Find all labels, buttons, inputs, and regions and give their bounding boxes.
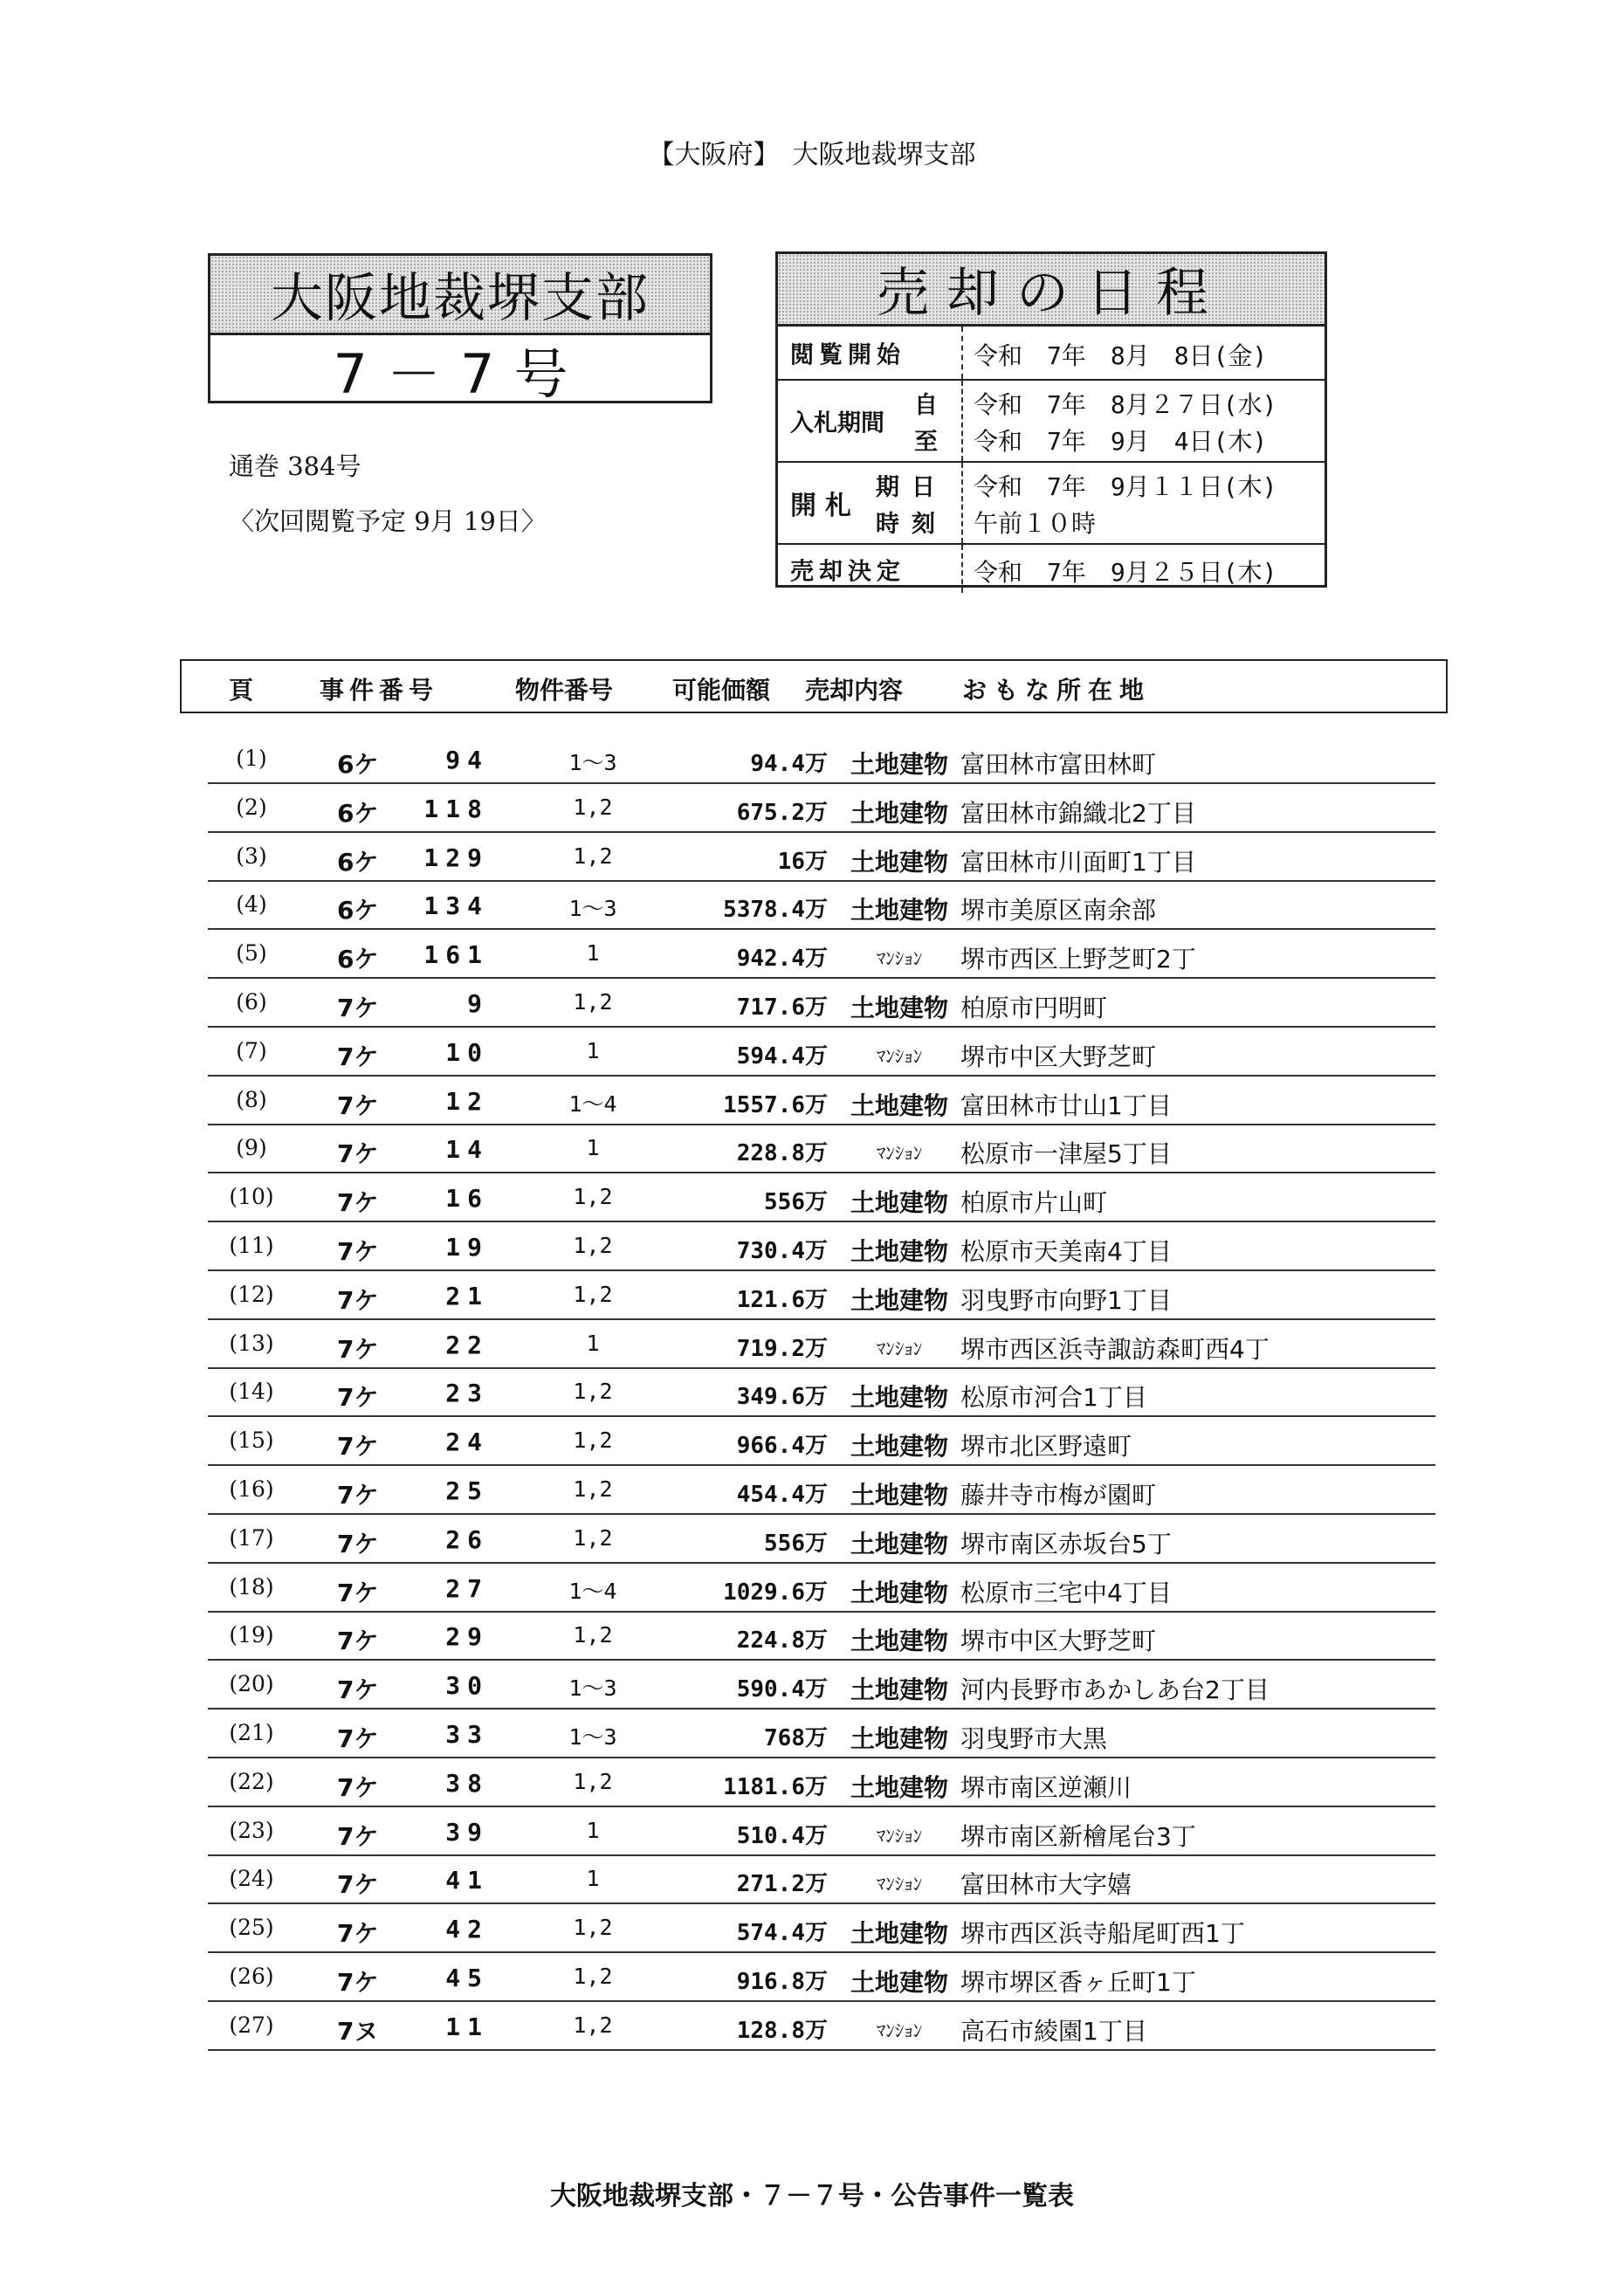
row-case-number: 118 — [423, 795, 489, 823]
row-item-number: 1,2 — [573, 2012, 613, 2038]
row-page: (23) — [229, 1818, 274, 1843]
table-row — [208, 1077, 1435, 1125]
row-page: (20) — [229, 1671, 274, 1696]
row-case-number: 21 — [445, 1282, 489, 1311]
row-location: 堺市堺区香ヶ丘町1丁 — [960, 1968, 1196, 1997]
list-header — [180, 659, 1448, 713]
row-location: 堺市南区赤坂台5丁 — [960, 1530, 1172, 1558]
row-location: 松原市天美南4丁目 — [960, 1237, 1172, 1266]
row-price: 16万 — [777, 849, 828, 875]
row-price: 1029.6万 — [723, 1579, 828, 1606]
table-row — [208, 2002, 1435, 2051]
row-case-number: 134 — [423, 891, 489, 920]
row-case-number: 39 — [445, 1818, 489, 1847]
table-row — [208, 1368, 1435, 1417]
row-case-number: 11 — [445, 2012, 489, 2041]
row-sale-type: 土地建物 — [850, 1724, 948, 1753]
row-page: (12) — [229, 1282, 274, 1307]
row-case-type: 7ヌ — [337, 2017, 379, 2046]
row-sale-type: ﾏﾝｼｮﾝ — [876, 1874, 923, 1895]
row-item-number: 1,2 — [573, 1769, 613, 1794]
row-case-type: 7ケ — [337, 1286, 379, 1315]
row-case-type: 7ケ — [337, 1627, 379, 1655]
row-case-type: 7ケ — [337, 1675, 379, 1704]
row-page: (21) — [229, 1720, 274, 1745]
row-item-number: 1,2 — [573, 989, 613, 1015]
row-case-number: 14 — [445, 1135, 489, 1164]
row-sale-type: 土地建物 — [850, 1627, 948, 1655]
table-row — [208, 1222, 1435, 1271]
row-price: 942.4万 — [736, 946, 828, 972]
header-type: 売却内容 — [805, 676, 904, 705]
row-sale-type: ﾏﾝｼｮﾝ — [876, 1826, 923, 1847]
viewing-start-value: 令和 7年 8月 8日(金) — [974, 341, 1268, 370]
bid-from-value: 令和 7年 8月２７日(水) — [974, 390, 1277, 419]
row-sale-type: 土地建物 — [850, 799, 948, 828]
header-page: 頁 — [229, 676, 254, 705]
row-price: 224.8万 — [736, 1627, 828, 1654]
row-case-type: 7ケ — [337, 1968, 379, 1997]
row-item-number: 1 — [586, 1038, 600, 1063]
row-case-number: 33 — [445, 1720, 489, 1749]
row-item-number: 1,2 — [573, 1964, 613, 1989]
row-item-number: 1,2 — [573, 1915, 613, 1940]
row-location: 柏原市片山町 — [960, 1188, 1108, 1217]
table-row — [208, 1417, 1435, 1466]
row-location: 堺市美原区南余部 — [960, 896, 1157, 925]
opening-label: 開札 — [790, 491, 860, 521]
row-case-type: 7ケ — [337, 1822, 379, 1851]
row-location: 堺市北区野遠町 — [960, 1432, 1132, 1461]
row-page: (14) — [229, 1379, 274, 1404]
schedule-box — [775, 251, 1327, 588]
row-case-number: 161 — [423, 940, 489, 969]
row-sale-type: 土地建物 — [850, 1919, 948, 1948]
decision-label: 売却決定 — [790, 558, 905, 585]
row-price: 510.4万 — [736, 1823, 828, 1849]
row-case-number: 41 — [445, 1866, 489, 1895]
row-price: 916.8万 — [736, 1969, 828, 1995]
row-item-number: 1～3 — [568, 1675, 617, 1701]
opening-time-label: 時刻 — [876, 511, 947, 538]
row-item-number: 1～3 — [568, 750, 617, 775]
row-page: (7) — [236, 1038, 267, 1063]
row-location: 堺市西区浜寺諏訪森町西4丁 — [960, 1335, 1270, 1364]
table-row — [208, 1953, 1435, 2002]
row-case-type: 6ケ — [337, 945, 379, 974]
row-case-type: 7ケ — [337, 1724, 379, 1753]
row-sale-type: 土地建物 — [850, 1968, 948, 1997]
row-price: 768万 — [764, 1725, 828, 1751]
row-case-number: 38 — [445, 1769, 489, 1798]
row-case-number: 16 — [445, 1184, 489, 1213]
row-case-type: 7ケ — [337, 1188, 379, 1217]
row-case-type: 7ケ — [337, 1335, 379, 1364]
row-price: 121.6万 — [736, 1287, 828, 1313]
row-case-number: 45 — [445, 1964, 489, 1992]
row-case-number: 23 — [445, 1379, 489, 1407]
row-location: 柏原市円明町 — [960, 994, 1108, 1022]
row-item-number: 1,2 — [573, 1379, 613, 1404]
row-item-number: 1 — [586, 940, 600, 966]
table-row — [208, 1125, 1435, 1173]
row-sale-type: ﾏﾝｼｮﾝ — [876, 1143, 923, 1164]
row-page: (26) — [229, 1964, 274, 1989]
bid-period-label: 入札期間 — [790, 409, 884, 437]
table-row — [208, 1271, 1435, 1320]
header-location: おもな所在地 — [962, 676, 1152, 705]
row-item-number: 1～4 — [568, 1091, 617, 1117]
row-case-type: 6ケ — [337, 750, 379, 779]
opening-date-value: 令和 7年 9月１１日(木) — [974, 472, 1277, 501]
row-page: (10) — [229, 1184, 274, 1209]
table-row — [208, 1661, 1435, 1710]
row-case-number: 129 — [423, 843, 489, 872]
row-item-number: 1～3 — [568, 896, 617, 921]
table-row — [208, 1466, 1435, 1515]
row-case-number: 30 — [445, 1671, 489, 1700]
row-price: 94.4万 — [750, 751, 828, 777]
row-case-type: 7ケ — [337, 1919, 379, 1948]
row-location: 富田林市廿山1丁目 — [960, 1091, 1172, 1120]
row-page: (22) — [229, 1769, 274, 1794]
page-header: 【大阪府】 大阪地裁堺支部 — [648, 140, 976, 170]
row-location: 松原市三宅中4丁目 — [960, 1579, 1172, 1607]
table-row — [208, 1028, 1435, 1077]
table-row — [208, 1904, 1435, 1953]
row-sale-type: 土地建物 — [850, 750, 948, 779]
row-location: 羽曳野市大黒 — [960, 1724, 1108, 1753]
row-sale-type: 土地建物 — [850, 1432, 948, 1461]
table-row — [208, 833, 1435, 882]
row-sale-type: 土地建物 — [850, 994, 948, 1022]
row-page: (15) — [229, 1428, 274, 1453]
row-case-number: 24 — [445, 1428, 489, 1456]
row-sale-type: 土地建物 — [850, 1188, 948, 1217]
row-case-number: 94 — [445, 746, 489, 774]
row-page: (17) — [229, 1525, 274, 1551]
row-price: 730.4万 — [736, 1238, 828, 1264]
row-case-type: 6ケ — [337, 799, 379, 828]
row-case-number: 22 — [445, 1331, 489, 1359]
row-location: 羽曳野市向野1丁目 — [960, 1286, 1172, 1315]
row-price: 574.4万 — [736, 1920, 828, 1946]
row-location: 河内長野市あかしあ台2丁目 — [960, 1675, 1270, 1704]
row-price: 349.6万 — [736, 1384, 828, 1410]
row-page: (18) — [229, 1574, 274, 1600]
row-page: (27) — [229, 2012, 274, 2038]
row-price: 590.4万 — [736, 1676, 828, 1703]
opening-time-value: 午前１０時 — [974, 509, 1097, 538]
row-case-type: 7ケ — [337, 1530, 379, 1558]
row-item-number: 1,2 — [573, 1233, 613, 1258]
row-sale-type: 土地建物 — [850, 1675, 948, 1704]
row-price: 556万 — [764, 1531, 828, 1557]
row-page: (25) — [229, 1915, 274, 1940]
bid-to-label: 至 — [914, 429, 938, 456]
row-location: 堺市西区浜寺船尾町西1丁 — [960, 1919, 1245, 1948]
row-item-number: 1,2 — [573, 1525, 613, 1551]
header-item: 物件番号 — [515, 676, 614, 705]
row-item-number: 1,2 — [573, 1282, 613, 1307]
row-price: 1181.6万 — [723, 1774, 828, 1800]
table-row — [208, 1320, 1435, 1369]
row-item-number: 1 — [586, 1818, 600, 1843]
row-case-type: 7ケ — [337, 1481, 379, 1510]
row-price: 675.2万 — [736, 800, 828, 826]
row-case-number: 25 — [445, 1476, 489, 1505]
court-name: 大阪地裁堺支部 — [210, 256, 710, 335]
row-item-number: 1 — [586, 1135, 600, 1160]
row-sale-type: 土地建物 — [850, 896, 948, 925]
row-page: (5) — [236, 940, 267, 966]
row-price: 717.6万 — [736, 994, 828, 1021]
row-case-type: 7ケ — [337, 1579, 379, 1607]
table-row — [208, 1564, 1435, 1613]
row-price: 1557.6万 — [723, 1092, 828, 1118]
row-sale-type: ﾏﾝｼｮﾝ — [876, 1338, 923, 1359]
title-box — [208, 253, 712, 406]
row-item-number: 1 — [586, 1331, 600, 1356]
row-case-type: 7ケ — [337, 1432, 379, 1461]
row-sale-type: ﾏﾝｼｮﾝ — [876, 1046, 923, 1067]
row-case-type: 6ケ — [337, 848, 379, 877]
table-row — [208, 1855, 1435, 1904]
row-sale-type: 土地建物 — [850, 1383, 948, 1412]
bid-to-value: 令和 7年 9月 4日(木) — [974, 427, 1268, 456]
row-case-type: 7ケ — [337, 1237, 379, 1266]
row-case-number: 42 — [445, 1915, 489, 1944]
table-row — [208, 979, 1435, 1028]
bid-from-label: 自 — [914, 392, 938, 419]
table-row — [208, 1612, 1435, 1661]
row-sale-type: 土地建物 — [850, 1237, 948, 1266]
row-item-number: 1,2 — [573, 1184, 613, 1209]
row-page: (1) — [236, 746, 267, 771]
header-case: 事件番号 — [320, 676, 439, 705]
row-location: 堺市中区大野芝町 — [960, 1627, 1157, 1655]
row-item-number: 1,2 — [573, 1476, 613, 1502]
header-price: 可能価額 — [672, 676, 771, 705]
row-sale-type: 土地建物 — [850, 1481, 948, 1510]
row-location: 富田林市川面町1丁目 — [960, 848, 1196, 877]
table-row — [208, 735, 1435, 784]
row-location: 堺市中区大野芝町 — [960, 1042, 1157, 1071]
row-page: (8) — [236, 1087, 267, 1112]
row-item-number: 1 — [586, 1866, 600, 1891]
row-price: 128.8万 — [736, 2018, 828, 2044]
table-row — [208, 1173, 1435, 1222]
row-page: (3) — [236, 843, 267, 869]
row-item-number: 1,2 — [573, 1622, 613, 1648]
schedule-row-decision — [778, 545, 1325, 593]
row-item-number: 1～4 — [568, 1579, 617, 1604]
row-case-number: 29 — [445, 1622, 489, 1651]
next-viewing-date: 〈次回閲覧予定 9月 19日〉 — [229, 506, 547, 536]
row-price: 5378.4万 — [723, 897, 828, 923]
table-row — [208, 881, 1435, 930]
row-case-number: 26 — [445, 1525, 489, 1554]
schedule-row-viewing — [778, 327, 1325, 381]
row-case-type: 7ケ — [337, 1091, 379, 1120]
row-sale-type: 土地建物 — [850, 848, 948, 877]
row-case-type: 7ケ — [337, 1042, 379, 1071]
row-location: 堺市南区逆瀬川 — [960, 1773, 1132, 1802]
row-case-type: 7ケ — [337, 1870, 379, 1899]
row-page: (24) — [229, 1866, 274, 1891]
row-item-number: 1～3 — [568, 1724, 617, 1750]
row-location: 藤井寺市梅が園町 — [960, 1481, 1157, 1510]
row-item-number: 1,2 — [573, 1428, 613, 1453]
row-location: 堺市西区上野芝町2丁 — [960, 945, 1196, 974]
row-page: (13) — [229, 1331, 274, 1356]
schedule-title: 売却の日程 — [778, 254, 1325, 327]
row-price: 719.2万 — [736, 1336, 828, 1362]
row-price: 966.4万 — [736, 1433, 828, 1459]
schedule-row-opening — [778, 463, 1325, 545]
row-item-number: 1,2 — [573, 795, 613, 820]
row-sale-type: ﾏﾝｼｮﾝ — [876, 948, 923, 969]
row-location: 富田林市錦織北2丁目 — [960, 799, 1196, 828]
row-sale-type: 土地建物 — [850, 1773, 948, 1802]
row-page: (2) — [236, 795, 267, 820]
row-price: 594.4万 — [736, 1043, 828, 1070]
row-case-number: 9 — [467, 989, 489, 1018]
row-page: (6) — [236, 989, 267, 1015]
row-case-type: 7ケ — [337, 994, 379, 1022]
row-page: (4) — [236, 891, 267, 917]
row-item-number: 1,2 — [573, 843, 613, 869]
row-sale-type: 土地建物 — [850, 1530, 948, 1558]
schedule-row-bid-period — [778, 381, 1325, 463]
row-price: 228.8万 — [736, 1140, 828, 1166]
row-page: (9) — [236, 1135, 267, 1160]
page-footer: 大阪地裁堺支部・７－７号・公告事件一覧表 — [550, 2181, 1074, 2212]
row-case-type: 7ケ — [337, 1139, 379, 1168]
row-case-number: 19 — [445, 1233, 489, 1262]
volume-number: 通巻 384号 — [229, 451, 361, 481]
decision-value: 令和 7年 9月２５日(木) — [974, 558, 1277, 587]
row-price: 271.2万 — [736, 1871, 828, 1897]
row-sale-type: 土地建物 — [850, 1286, 948, 1315]
row-case-number: 10 — [445, 1038, 489, 1067]
row-case-type: 7ケ — [337, 1383, 379, 1412]
row-sale-type: 土地建物 — [850, 1091, 948, 1120]
row-sale-type: ﾏﾝｼｮﾝ — [876, 2020, 923, 2041]
row-page: (16) — [229, 1476, 274, 1502]
table-row — [208, 784, 1435, 833]
row-location: 松原市一津屋5丁目 — [960, 1139, 1172, 1168]
viewing-start-label: 閲覧開始 — [790, 341, 905, 369]
row-location: 松原市河合1丁目 — [960, 1383, 1147, 1412]
row-location: 高石市綾園1丁目 — [960, 2017, 1147, 2046]
issue-number: 7－7号 — [333, 341, 588, 406]
table-row — [208, 1758, 1435, 1807]
row-case-number: 12 — [445, 1087, 489, 1116]
row-location: 富田林市富田林町 — [960, 750, 1157, 779]
table-row — [208, 1710, 1435, 1758]
row-case-type: 6ケ — [337, 896, 379, 925]
row-location: 富田林市大字嬉 — [960, 1870, 1132, 1899]
row-page: (19) — [229, 1622, 274, 1648]
row-location: 堺市南区新檜尾台3丁 — [960, 1822, 1196, 1851]
row-sale-type: 土地建物 — [850, 1579, 948, 1607]
row-price: 556万 — [764, 1189, 828, 1215]
opening-date-label: 期日 — [876, 474, 947, 501]
row-page: (11) — [229, 1233, 274, 1258]
table-row — [208, 1807, 1435, 1856]
row-price: 454.4万 — [736, 1482, 828, 1508]
row-case-number: 27 — [445, 1574, 489, 1603]
table-row — [208, 930, 1435, 979]
table-row — [208, 1515, 1435, 1564]
row-case-type: 7ケ — [337, 1773, 379, 1802]
